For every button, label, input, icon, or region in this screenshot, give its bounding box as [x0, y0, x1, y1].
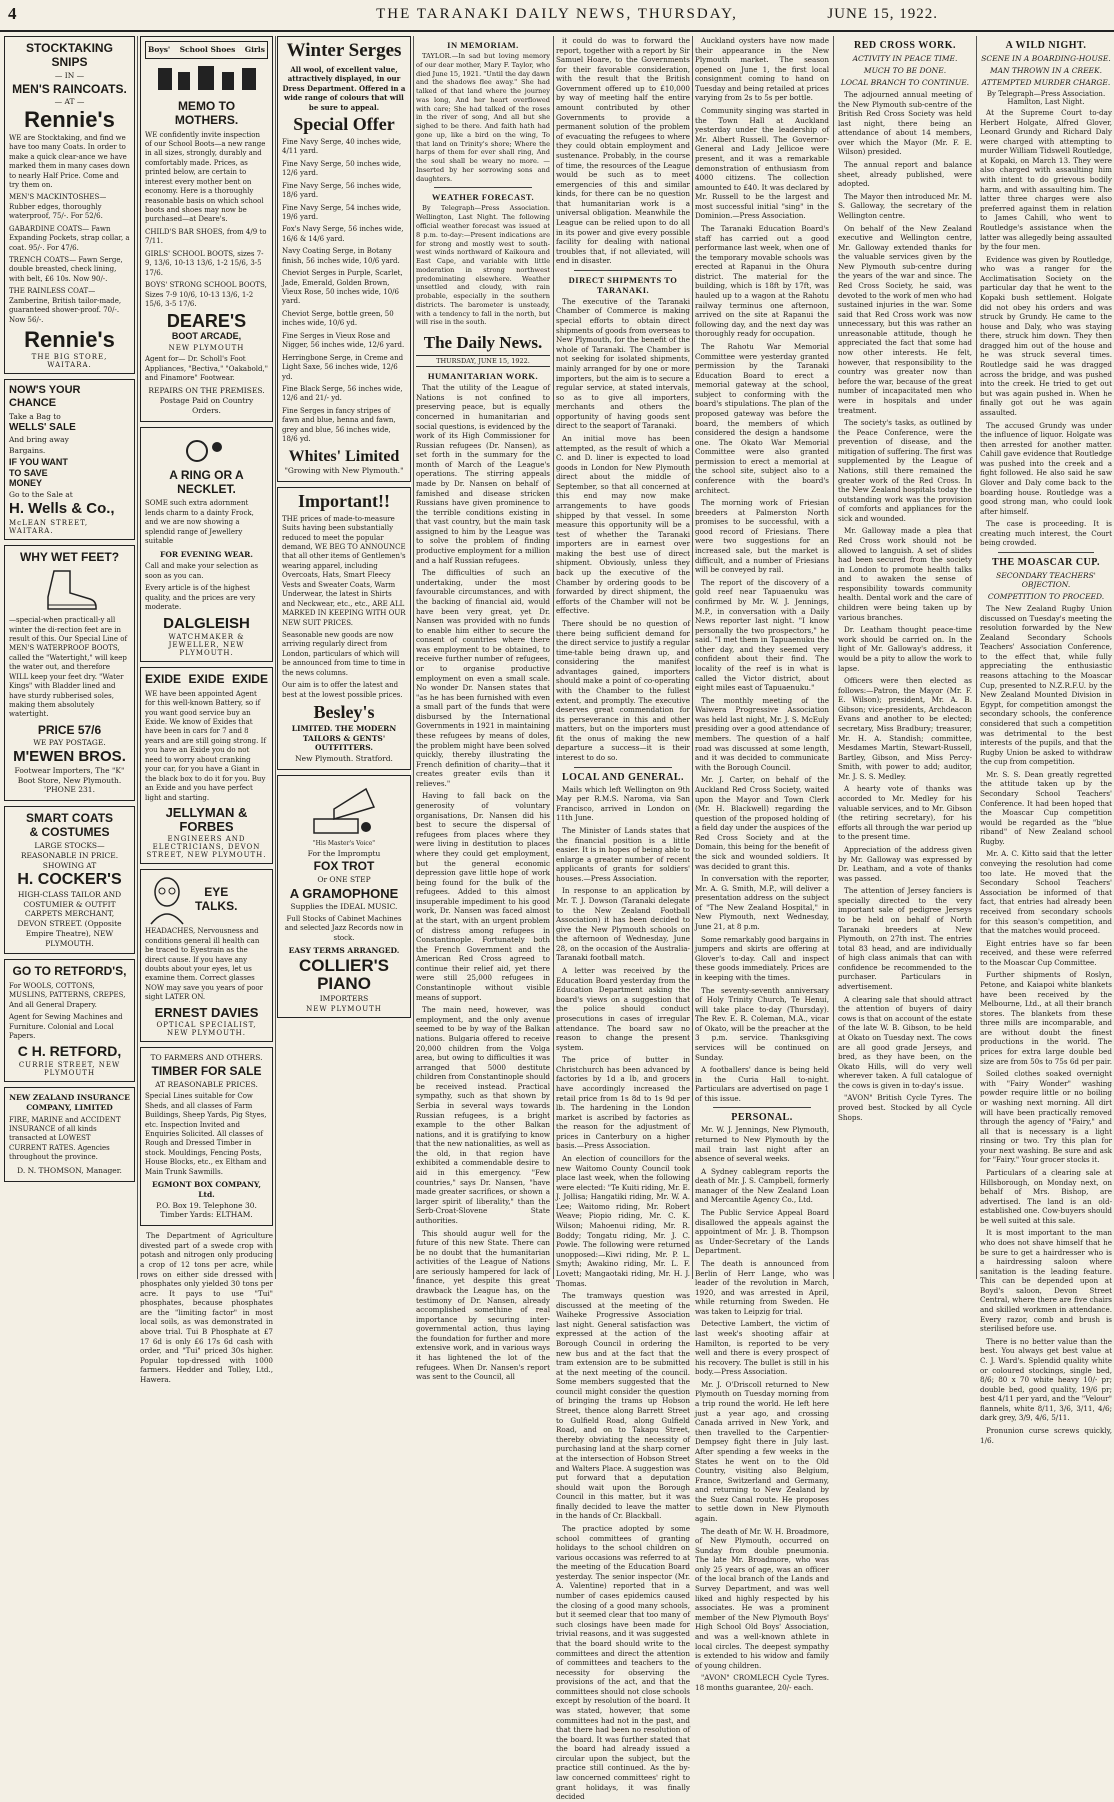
- article-paragraph: Officers were then elected as follows:—Patron, the Mayor (Mr. F. E. Wilson); president, Mr. A. B. Gibson; vice-presidents, Archdeacon Evans and another to be elected; secretary, Miss Bradbury; treasurer, Mr. H. A. Standish; committee, Mesdames Martin, Stewart-Russell, Bartley, Gibson, and Miss Percy-Smith, with power to add; auditor, Mr. J. S. S. Medley.: [838, 676, 972, 781]
- advert-item: GABARDINE COATS— Fawn Expanding Pockets, strap collar, a coat. 95/-. For 47/6.: [9, 224, 130, 252]
- advert-headline: STOCKTAKING SNIPS: [26, 41, 113, 70]
- rennies-advert: [4, 36, 135, 374]
- masthead: [0, 0, 1114, 32]
- article-paragraph: Mr. A. C. Kitto said that the letter conveying the resolution had come too late. He moved that the Secondary School Teachers' Association be informed of that fact, that entries had already been received from secondary schools for this season's competition, and that the matches would proceed.: [980, 849, 1112, 936]
- weather-report: By Telegraph—Press Association. Wellington, Last Night. The following official weather forecast was issued at 8 p.m. to-day:—Present indications are for strong and mostly west to south-west winds northward of Kaikoura and East Cape, and variable with little moderation in strong northwest predominating elsewhere. Weather unsettled and cloudy, with rain probable, especially in the southern districts. The barometer is unsteady, with a tendency to fall in the north, but will rise in the south.: [416, 204, 550, 327]
- article-paragraph: On behalf of the New Zealand executive and Wellington centre, Mr. Galloway extended thanks for the valuable services given by the New Plymouth sub-centre during the years of the war and since. The Red Cross Society, he said, was devoted to the work of men who had sustained injuries in the war. Some said that Red Cross work was now unnecessary, but this was rather an unreasonable attitude, though he appreciated the fact that some had now other interests. He felt, however, that responsibility to the country was greater now than before the war, because of the great number of incapacitated men who were in hospitals and under treatment.: [838, 223, 972, 415]
- advert-brand: DALGLEISH: [163, 614, 250, 632]
- issue-date: JUNE 15, 1922.: [827, 6, 938, 22]
- news-item: The morning work of Friesian breeders at Palmerston North promises to be successful, with a good record of Friesians. There were two suggestions for an increased sale, but the market is difficult, and a number of Friesians will be conveyed by rail.: [695, 498, 829, 575]
- section-heading: IN MEMORIAM.: [447, 40, 519, 50]
- advert-line: TO SAVE: [9, 467, 48, 478]
- news-item: The death is announced from Berlin of Herr Lange, who was leader of the revolution in March, 1920, and was arrested in April, while returning from Sweden. He was taken to Leipzig for trial.: [695, 1258, 829, 1316]
- article-byline: By Telegraph—Press Association. Hamilton, Last Night.: [986, 90, 1106, 106]
- phosphate-notice: The Department of Agriculture divested part of a swede crop with potash and nitrogen only producing a crop of 12 tons per acre, while rows on either side dressed with phosphates only yielded 30 tons per acre. It pays to use "Tui" phosphates, because phosphates are the "limiting factor" in most local soils, as was demonstrated in above trial. Tui B Phosphate at £7 17 6d is only £6 17s 6d cash with order, and "Tui" priced 30s higher. Popular top-dressed with 1000 farmers. Hedder and Tolley, Ltd., Hawera.: [140, 1231, 273, 1384]
- article-paragraph: The Mayor then introduced Mr. M. S. Galloway, the secretary of the Wellington centre.: [838, 191, 972, 220]
- news-item: The Taranaki Education Board's staff has carried out a good performance last week, when one of the temporary movable schools was erected at Rapanui in the Ohura district. The material for the building, which is 18ft by 17ft, was hauled up to a wagon at the Rahotu railway terminus one afternoon, arrived on the site at Rapanui the following day, and the next day was thoroughly ready for occupation.: [695, 223, 829, 339]
- article-paragraph: The main need, however, was employment, and the only avenue seemed to be by way of the Balkan nations. Bulgaria offered to receive 20,000 children from the Volga area, but owing to difficulties it was arranged that 5000 destitute children from Constantinople should be received instead. Practical sympathy, such as that shown by Serbia in several ways towards Russian refugees, is a bright example to the other Balkan nations, and it is gratifying to know that the new nationalities, as well as the old, in that region have exhibited a commendable desire to aid in this emergency. "Few countries," says Dr. Nansen, "have made greater sacrifices, or shown a larger spirit of liberality," than the Serb-Croat-Slovene State authorities.: [416, 1005, 550, 1225]
- advert-item: Fine Navy Serge, 40 inches wide, 4/11 yard.: [282, 137, 402, 156]
- advert-line: TO FARMERS AND OTHERS.: [150, 1053, 263, 1063]
- advert-body: Our aim is to offer the latest and best at the lowest possible prices.: [282, 681, 403, 699]
- news-item: The seventy-seventh anniversary of Holy Trinity Church, Te Henui, will take place to-day (Thursday). The Rev. E. R. Coleman, M.A., vicar of Okato, will be the preacher at the 3 p.m. service. Thanksgiving services will be continued on Sunday.: [695, 985, 829, 1062]
- article-paragraph: An initial move has been attempted, as the result of which a C. and D. liner is expected to load goods in London for New Plymouth direct about the middle of September, so that all concerned at this end may now make arrangements to have goods shipped by that vessel. In some measure this opportunity will be a test of whether the Taranaki importers are in earnest over making the best use of direct shipment. Obviously, unless they back up the executive of the Chamber by ordering goods to be forwarded by direct shipment, the efforts of the Chamber will not be effective.: [556, 433, 690, 616]
- advert-address: Footwear Importers, The "K" Boot Store, New Plymouth. 'PHONE 231.: [14, 765, 125, 795]
- advert-address: ENGINEERS AND ELECTRICIANS, DEVON STREET, NEW PLYMOUTH.: [146, 835, 267, 860]
- advert-body: Every article is of the highest quality, and the prices are very moderate.: [145, 584, 256, 612]
- news-item: Community singing was started in the Town Hall at Auckland yesterday under the leadership of Mr. Albert Russell. The Governor-General and Lady Jellicoe were present, and it was a remarkable demonstration of enthusiasm from 4000 citizens. The collection amounted to £40. It was declared by Mr. Russell to be the largest and most successful initial "sing" in the Dominion.—Press Association.: [695, 106, 829, 221]
- news-item: Detective Lambert, the victim of last week's shooting affair at Hamilton, is reported to be very well and there is every prospect of his recovery. The bullet is still in his body.—Press Association.: [695, 1319, 829, 1377]
- banner-mid: School Shoes: [179, 45, 236, 54]
- article-paragraph: The adjourned annual meeting of the New Plymouth sub-centre of the British Red Cross Society was held last night, there being an attendance of about 14 members, over which the Mayor (Mr. F. E. Wilson) presided.: [838, 90, 972, 157]
- article-paragraph: Having to fall back on the generosity of voluntary organisations, Dr. Nansen did his best to secure the dispersal of refugees from places where they were living in destitution to places where they could get employment, but the general economic depression gave little hope of work being found for the bulk of the refugees. Added to this almost insuperable impediment to his good work, Dr. Nansen was faced almost at the start, with an urgent problem of distress among refugees in Constantinople. Fortunately both the French Government and the American Red Cross agreed to continue their relief aid, yet there were still 25,000 refugees in Constantinople without visible means of support.: [416, 791, 550, 1002]
- column-rule: [413, 36, 414, 1279]
- advert-line: CHANCE: [9, 397, 57, 410]
- article-paragraph: Mr. Galloway made a plea that Red Cross work should not be allowed to languish. A set of slides had been secured from the society in London to promote health talks and to awaken the sense of responsibility towards community health. Dental work and the care of children were being taken up by various branches.: [838, 526, 972, 622]
- divider: [998, 552, 1094, 553]
- column-1: [4, 36, 135, 1279]
- advert-line: For the Impromptu: [307, 848, 381, 858]
- advert-headline: GO TO RETFORD'S,: [12, 964, 127, 979]
- shoes-illustration: [145, 62, 268, 96]
- advert-line: Bargains.: [9, 446, 46, 456]
- section-heading: LOCAL AND GENERAL.: [561, 771, 685, 783]
- news-item: Soiled clothes soaked overnight with "Fairy Wonder" washing powder require little or no boiling or washing next morning. All dirt will have been practically removed through the agency of "Fairy," and all that is necessary is a light rinsing or two. Try this plan for your next washing. Be sure and ask for "Fairy." Your grocer stocks it.: [980, 1069, 1112, 1165]
- advert-item: THE RAINLESS COAT— Zamberine, British tailor-made, guaranteed shower-proof. 70/-. Now 56/-.: [9, 287, 122, 324]
- advert-brand: M'EWEN BROS.: [13, 748, 126, 766]
- advert-footer: REPAIRS ON THE PREMISES. Postage Paid on Country Orders.: [148, 386, 265, 415]
- article-paragraph: The difficulties of such an undertaking, under the most favourable circumstances, and with the backing of financial aid, would have been very great, yet Dr. Nansen was provided with no funds to enable him either to secure the consent of countries where there was employment to be obtained, to receive further number of refugees, or to organise productive employment on even a small scale. No wonder Dr. Nansen states that "as he has been furnished with even a small part of the funds that were disbursed by the International Governments in 1921 in maintaining these refugees by means of doles, the problem might have been solved quickly, thereby illustrating the French definition of charity—that it creates greater evils than it relieves.": [416, 568, 550, 788]
- advert-body: WE are Stocktaking, and find we have too many Coats. In order to make a quick clear-ance we have marked them in many cases down to nearly Half Price. Come and try them on.: [9, 133, 130, 189]
- news-item: The practice adopted by some school committees of granting holidays to the school children on various occasions was referred to at the meeting of the Education Board yesterday. The senior inspector (Mr. A. Valentine) reported that in a number of cases epidemics caused the closing of a good many schools, but it seemed clear that too many of such closings have been made for trivial reasons, and it was suggested that the board should write to the committees and direct the attention of committees and teachers to the necessity for observing the provisions of the act, and that the committees should not close schools except by resolution of the board. It was stated, however, that some committees had not in the past, and that there had been no resolution of the board. It was further stated that the board had already issued a circular upon the subject, but the practice still continued. As the by-law concerned committees' right to grant holidays, it was finally decided: [556, 1523, 690, 1802]
- advert-line: Or ONE STEP: [317, 874, 371, 884]
- column-rule: [137, 36, 138, 1279]
- column-rule: [553, 36, 554, 1279]
- section-heading: PERSONAL.: [731, 1112, 793, 1124]
- article-paragraph: There should be no question of there being sufficient demand for the direct service to justify a regular time-table being drawn up, and considering the manifest advantages gained, importers should make a point of co-operating with the Chamber to the fullest extent, and promptly. The executive deserves great commendation for its perseverance in this and other matters, but on the importers must fit the onus of making the new departure a success—it is their interest to do so.: [556, 618, 690, 763]
- article-subheading: LOCAL BRANCH TO CONTINUE.: [840, 78, 970, 87]
- davies-advert: [140, 869, 273, 1042]
- advert-slogan: "Growing with New Plymouth.": [284, 466, 404, 476]
- editorial-masthead: The Daily News.: [423, 333, 543, 353]
- advert-item: Fine Navy Serge, 50 inches wide, 12/6 yard.: [282, 159, 402, 178]
- news-item: A letter was received by the Education Board yesterday from the Education Department asking the board's views on a suggestion that the police should conduct prosecutions in cases of irregular attendance. The board saw no reason to change the present system.: [556, 966, 690, 1052]
- advert-address: McLEAN STREET, WAITARA.: [9, 518, 89, 535]
- advert-brand: C H. RETFORD,: [17, 1043, 122, 1060]
- advert-headline: Winter Serges: [286, 40, 402, 61]
- divider: [574, 270, 672, 271]
- retford-advert: [4, 959, 135, 1082]
- advert-line: A GRAMOPHONE: [289, 885, 399, 901]
- insurance-advert: [4, 1087, 135, 1181]
- advert-body: Seasonable new goods are now arriving regularly direct from London, particulars of which will be announced from time to time in the news columns.: [282, 630, 406, 677]
- article-paragraph: The accused Grundy was under the influence of liquor. Holgate was then arrested for another matter. Cahill gave evidence that Routledge was pushed into the creek and a fight followed. He also said he saw Glover and Daly come back to the boarding house. Routledge was a good strong man, who could look after himself.: [980, 420, 1112, 516]
- news-item: The attention of Jersey fanciers is specially directed to the very important sale of pedigree Jerseys to be held on behalf of North Taranaki breeders at New Plymouth, on 27th inst. The entries total 83 head, and are individually of high class animals that can with confidence be recommended to the purchaser. Particulars in advertisement.: [838, 886, 972, 992]
- dalgleish-advert: [140, 427, 273, 663]
- advert-brand: DEARE'S: [166, 311, 247, 332]
- column-4: [416, 36, 550, 1382]
- banner-left: Boys': [148, 45, 171, 54]
- news-item: A clearing sale that should attract the attention of buyers of dairy cows is that on account of the estate of the late W. B. Gibson, to be held at Okato on Tuesday next. The cows are all good grade Jerseys, and bred, as they have been, on the Okato Hills, will do very well wherever taken. A full catalogue of the cows is given in to-day's issue.: [838, 994, 972, 1090]
- advert-brand: H. COCKER'S: [17, 871, 122, 889]
- advert-brand: H. Wells & Co.,: [9, 499, 115, 517]
- advert-headline: Important!!: [298, 490, 390, 511]
- article-paragraph: This should augur well for the future of this new State. There can be no doubt that the humanitarian activities of the League of Nations are seriously hampered for lack of finance, yet despite this great drawback the League has, on the testimony of Dr. Nansen, already accomplished somethine of real importance by securing inter-governmental action, thus laying the foundation for further and more extensive work, and in various ways it has lightened the lot of the refugees. When Dr. Nansen's report was sent to the Council, all: [416, 1228, 550, 1382]
- article-paragraph: Eight entries have so far been received, and these were referred to the Moascar Cup Committee.: [980, 938, 1112, 967]
- article-heading: DIRECT SHIPMENTS TO TARANAKI.: [568, 274, 678, 295]
- advert-headline: TALKS.: [195, 899, 238, 914]
- advert-sub: BOOT ARCADE,: [171, 331, 242, 342]
- wells-advert: [4, 379, 135, 540]
- article-heading: RED CROSS WORK.: [853, 40, 957, 51]
- advert-headline: TIMBER FOR SALE: [151, 1064, 262, 1079]
- article-paragraph: The case is proceeding. It is creating much interest, the Court being crowded.: [980, 519, 1112, 548]
- advert-body: THE prices of made-to-measure Suits having been substantially reduced to meet the popular demand, WE BEG TO ANNOUNCE that all other items of Gentlemen's wearing apparel, including Overcoats, Hats, Smart Fleecy Vests and Sweater Coats, Warm Underwear, the latest in Shirts and Neckwear, etc., etc., ARE ALL MARKED IN KEEPING WITH OUR NEW SUIT PRICES.: [282, 514, 406, 627]
- news-item: The Public Service Appeal Board disallowed the appeals against the appointment of Mr. J. B. Thompson as Under-Secretary of the Lands Department.: [695, 1208, 829, 1256]
- article-subheading: ATTEMPTED MURDER CHARGE.: [981, 78, 1111, 87]
- advert-headline: NEW ZEALAND INSURANCE COMPANY, LIMITED: [9, 1093, 130, 1112]
- advert-line: WE PAY POSTAGE.: [33, 738, 106, 748]
- news-item: Mr. W. J. Jennings, New Plymouth, returned to New Plymouth by the mail train last night after an absence of several weeks.: [695, 1125, 829, 1164]
- boot-illustration: [9, 567, 130, 613]
- news-item: Pronunion curse screws quickly, 1/6.: [980, 1426, 1112, 1445]
- advert-item: Fine Serges in Vieux Rose and Nigger, 56 inches wide, 12/6 yard.: [282, 331, 405, 350]
- column-8: [980, 36, 1112, 1445]
- news-item: Particulars of a clearing sale at Hillsborough, on Monday next, on behalf of Mrs. Bishop, are advertised. The land is an old-established one. Cow-buyers should be well suited at this sale.: [980, 1167, 1112, 1225]
- article-subheading: SECONDARY TEACHERS' OBJECTION.: [996, 571, 1096, 590]
- divider: [434, 187, 532, 188]
- advert-body: Agent for Sewing Machines and Furniture. Colonial and Local Papers.: [9, 1013, 123, 1040]
- exide-word: EXIDE: [231, 672, 268, 687]
- advert-brand: EGMONT BOX COMPANY, Ltd.: [152, 1180, 261, 1199]
- advert-line: MONEY: [9, 478, 43, 489]
- news-item: The Minister of Lands states that the financial position is a little easier. It is in hopes of being able to enlarge a greater number of recent applicants of grants for soldiers' houses.—Press Association.: [556, 825, 690, 883]
- advert-address: P.O. Box 19. Telephone 30. Timber Yards: ELTHAM.: [156, 1200, 257, 1220]
- news-item: "AVON" British Cycle Tyres. The proved best. Stocked by all Cycle Shops.: [838, 1093, 972, 1122]
- deare-advert: [140, 36, 273, 422]
- advert-sub: IMPORTERS: [319, 993, 369, 1003]
- section-heading: WEATHER FORECAST.: [431, 192, 535, 203]
- article-paragraph: Evidence was given by Routledge, who was a ranger for the Acclimatisation Society on the particular day that he went to the Kopaki bush settlement. Holgate did not obey his orders and was struck by Grundy. He came to the house and Daly, who was staying there, struck him down. They then dragged him out of the house and he was struck several times. Routledge said he was dragged across the bridge, and was pushed into the creek. He tried to get out but was again pushed in. When he finally got out he was again assaulted.: [980, 254, 1112, 417]
- article-heading: A WILD NIGHT.: [1005, 40, 1087, 51]
- exide-word: EXIDE: [188, 672, 225, 687]
- advert-sub: LIMITED. THE MODERN TAILORS & GENTS' OUTFITTERS.: [291, 723, 397, 753]
- advert-headline: WHY WET FEET?: [19, 549, 120, 564]
- timber-advert: [140, 1047, 273, 1226]
- column-rule: [976, 36, 977, 1279]
- news-item: In response to an application by Mr. T. J. Dowson (Taranaki delegate to the New Zealand Football Association) it has been decided to give the New Plymouth schools on the afternoon of Wednesday, June 28, on the occasion of the Australia-Taranaki football match.: [556, 886, 690, 963]
- article-paragraph: The executive of the Taranaki Chamber of Commerce is making special efforts to obtain direct shipments of goods from overseas to New Plymouth, for the benefit of the whole of Taranaki. The Chamber is not seeking for isolated shipments, mainly arranged for by one or more importers, but the aim is to secure a regular service, at stated intervals, so as to give all importers, merchants and others the opportunity of having goods sent direct to the seaport of Taranaki.: [556, 296, 690, 431]
- news-item: The report of the discovery of a gold reef near Tapuaenuku was confirmed by Mr. W. J. Jennings, M.P., in conversation with a Daily News reporter last night. "I know personally the two prospectors," he said. "I met them in Tapuaenuku the other day, and they seemed very confident about their find. The locality of the reef is in what is called the Victor district, about eight miles east of Tapuaenuku.": [695, 577, 829, 693]
- news-item: In conversation with the reporter, Mr. A. G. Smith, M.P., will deliver a presentation address on the subject of "The New Zealand Hospital," in New Plymouth, next Wednesday, June 21, at 8 p.m.: [695, 874, 829, 932]
- besley-advert: [277, 487, 411, 770]
- advert-item: Fine Navy Serge, 56 inches wide, 18/6 yard.: [282, 181, 402, 200]
- advert-sub: AT REASONABLE PRICES.: [155, 1079, 258, 1089]
- advert-body: Call and make your selection as soon as you can.: [145, 562, 259, 580]
- page-number: 4: [8, 4, 17, 23]
- ring-illustration: [145, 435, 268, 465]
- column-6: [695, 36, 829, 1692]
- newspaper-title: [0, 6, 1114, 23]
- advert-item: Fine Serges in fancy stripes of fawn and blue, henna and fawn, grey and blue, 56 inches wide, 18/6 yd.: [282, 406, 396, 444]
- advert-headline: SMART COATS: [25, 811, 114, 826]
- news-item: An election of councillors for the new Waitomo County Council took place last week, when the following were elected: "Te Kuiti riding, Mr. E. J. Jollisa; Hangatiki riding, Mr. W. A. Lee; Waitomo riding, Mr. Robert Weave; Piopio riding, Mr. C. K. Wilson; Mahoenui riding, Mr. R. Boddy; Tongatu riding, Mr. J. C. Powle. The following were returned unopposed:—Kiwi riding, Mr. P. L. Smyth; Awakino riding, Mr. L. F. Lovett; Mangaotaki riding, Mr. H. J. Thomas.: [556, 1154, 690, 1288]
- advert-address: THE BIG STORE, WAITARA.: [31, 353, 108, 370]
- advert-line: — IN —: [54, 70, 85, 80]
- portrait-illustration: [145, 874, 189, 924]
- column-7: [838, 36, 972, 1279]
- advert-item: Fine Navy Serge, 54 inches wide, 19/6 yard.: [282, 203, 402, 221]
- advert-line: FOX TROT: [313, 859, 375, 874]
- whites-advert: [277, 36, 411, 482]
- article-subheading: SCENE IN A BOARDING-HOUSE.: [981, 54, 1111, 63]
- advert-body: All wool, of excellent value, attractively displayed, in our Dress Department. Offered in a wide range of colours that will be sure to appeal.: [282, 64, 406, 112]
- news-item: Mr. J. Carter, on behalf of the Auckland Red Cross Society, waited upon the Mayor and Town Clerk (Mr. H. Blackwell) regarding the question of the proposed holding of a field day under the auspices of the Red Cross Society and at the Domain, this being for the benefit of the sick and wounded soldiers. It was decided to grant this.: [695, 775, 829, 871]
- advert-address: NEW PLYMOUTH: [306, 1005, 382, 1014]
- article-subheading: MAN THROWN IN A CREEK.: [989, 66, 1103, 75]
- advert-body: FIRE, MARINE and ACCIDENT INSURANCE of all kinds transacted at LOWEST CURRENT RATES. Agencies throughout the province.: [9, 1115, 121, 1162]
- advert-body: Special Lines suitable for Cow Sheds, and all classes of Farm Buildings, Sheep Yards, Pig Styes, etc. Inspection Invited and Enquiries Solicited. All classes of Rough and Dressed Timber in stock. Mouldings, Fencing Posts, House Blocks, etc., ex Eltham and Main Trunk Sawmills.: [145, 1092, 267, 1176]
- news-item: "AVON" CROMLECH Cycle Tyres. 18 months guarantee, 20/- each.: [695, 1673, 829, 1692]
- advert-headline: A RING OR A NECKLET.: [169, 467, 244, 497]
- advert-brand: ERNEST DAVIES: [154, 1004, 259, 1020]
- shoe-banner: [145, 41, 268, 59]
- advert-item: Cheviot Serge, bottle green, 50 inches wide, 10/6 yd.: [282, 309, 394, 328]
- news-item: Some remarkably good bargains in jumpers and skirts are offering at Glover's to-day. Call and inspect these goods immediately. Prices are in keeping with the times.: [695, 934, 829, 982]
- article-heading: THE MOASCAR CUP.: [992, 557, 1100, 569]
- advert-body: Full Stocks of Cabinet Machines and selected Jazz Records now in stock.: [284, 914, 404, 942]
- column-rule: [275, 36, 276, 1279]
- gramophone-illustration: [282, 783, 406, 837]
- advert-line: Supplies the IDEAL MUSIC.: [290, 902, 398, 912]
- advert-address: WATCHMAKER & JEWELLER, NEW PLYMOUTH.: [168, 633, 245, 658]
- advert-item: Cheviot Serges in Purple, Scarlet, Jade, Emerald, Golden Brown, Vieux Rose, 50 inches wide, 10/6 yard.: [282, 269, 403, 306]
- advert-brand: Rennie's: [24, 327, 115, 353]
- advert-address: New Plymouth. Stratford.: [295, 754, 393, 764]
- advert-sub: Special Offer: [293, 114, 395, 135]
- column-rule: [833, 36, 834, 1279]
- article-paragraph: The annual report and balance sheet, already published, were adopted.: [838, 160, 972, 189]
- advert-headline: MEMO TO MOTHERS.: [174, 98, 239, 128]
- article-subheading: ACTIVITY IN PEACE TIME.: [852, 54, 958, 63]
- advert-sub: FOR EVENING WEAR.: [160, 549, 253, 559]
- advert-item: Fox's Navy Serge, 56 inches wide, 16/6 & 14/6 yard.: [282, 225, 404, 243]
- advert-item: CHILD'S BAR SHOES, from 4/9 to 7/11.: [145, 227, 267, 246]
- article-paragraph: it could do was to forward the report, together with a report by Sir Samuel Hoare, to the Governments for their favorable consideration, with the result that the British Government offered up to £10,000 by way of meeting half the entire amount contributed by other Governments to provide a permanent solution of the problem of evacuating the refugees to where they could obtain employment and sustenance. Probably, in the course of time, the resources of the League would be such as to meet emergencies of this and similar kinds, for there can be no question that humanitarian work is a universal obligation. Meanwhile the League can be relied upon to do all in its power and give every possible facility for dealing with national troubles that, if not alleviated, will end in disaster.: [556, 36, 690, 266]
- divider: [713, 1107, 811, 1108]
- advert-line: — AT —: [54, 96, 85, 106]
- collier-advert: [277, 775, 411, 1019]
- news-item: A footballers' dance is being held in the Curia Hall to-night. Particulars are advertised on page 1 of this issue.: [695, 1065, 829, 1103]
- advert-line: EASY TERMS ARRANGED.: [288, 946, 400, 956]
- advert-line: LARGE STOCKS— REASONABLE IN PRICE.: [20, 840, 119, 860]
- advert-item: Navy Coating Serge, in Botany finish, 56 inches wide, 10/6 yard.: [282, 247, 400, 265]
- article-paragraph: A hearty vote of thanks was accorded to Mr. Medley for his valuable services, and to Mr. Gibson (the retiring secretary), for his efforts all through the war period up to the present time.: [838, 784, 972, 842]
- article-paragraph: At the Supreme Court to-day Herbert Holgate, Alfred Glover, Leonard Grundy and Richard Daly were charged with attempting to murder William Tidswell Routledge, at Kopaki, on March 13. They were also charged with assaulting him with intent to do grievous bodily harm, and with assaulting him. The latter three charges were also preferred against them in relation to James Cahill, who went to Routledge's assistance when the latter was allegedly being assaulted by the four men.: [980, 108, 1112, 252]
- advert-price: PRICE 57/6: [37, 722, 102, 737]
- exide-word: EXIDE: [145, 672, 182, 687]
- newspaper-name: THE TARANAKI DAILY NEWS, THURSDAY,: [376, 6, 738, 22]
- advert-item: TRENCH COATS— Fawn Serge, double breasted, check lining, with belt, £6 10s. Now 90/-.: [9, 256, 123, 283]
- news-item: Mr. J. O'Driscoll returned to New Plymouth on Tuesday morning from a trip round the world. He left here just a year ago, and crossing Canada arrived in New York, and then travelled to the Carpentier-Dempsey fight there in July last. After spending a few weeks in the States he went on to the Old Country, visiting also Belgium, France, Switzerland and Germany, and returning to New Zealand by the Suez Canal route. He proposes to settle down in New Plymouth again.: [695, 1379, 829, 1523]
- advert-line: Go to the Sale at: [9, 490, 73, 500]
- article-paragraph: The New Zealand Rugby Union discussed on Tuesday's meeting the resolution forwarded by the New Zealand Secondary Schools Teachers' Association Conference, to the effect that, while fully appreciating the enthusiastic reasons attaching to the Moascar Cup, presented to N.Z.R.F.U. by the New Zealand Mounted Division in Egypt, for competition amongst the secondary schools, the conference considered that such a competition was detrimental to the best interests of the pupils, and that the Rugby Union be asked to withdraw the cup from competition.: [980, 604, 1112, 767]
- article-subheading: MUCH TO BE DONE.: [863, 66, 947, 75]
- news-item: There is no better value than the best. You always get best value at C. J. Ward's. Splendid quality white or coloured stockings, single bed, 8/6; 80 x 70 white heavy 10/- pr; double bed, good quality, 19/6 pr; best 4/11 per yard, and the "Velour" flannels, white 8/11, 3/6, 3/11, 4/6; dark grey, 3/9, 4/6, 5/11.: [980, 1336, 1112, 1423]
- advert-address: CURRIE STREET, NEW PLYMOUTH: [18, 1061, 121, 1078]
- news-item: The monthly meeting of the Waiwera Progressive Association was held last night, Mr. J. S. McEuly presiding over a good attendance of members. The question of a half road was discussed at some length, and it was decided to communicate with the Borough Council.: [695, 695, 829, 772]
- divider: [574, 767, 672, 768]
- advert-body: For WOOLS, COTTONS, MUSLINS, PATTERNS, CREPES, And all General Drapery.: [9, 981, 126, 1009]
- exide-banner: [145, 672, 268, 686]
- article-paragraph: The society's tasks, as outlined by the Peace Conference, were the prevention of disease, and the mitigation of suffering. The first was supplemented by the League of Nations, still there remained the greater work of the Red Cross. In the New Zealand hospitals today the outstanding work was the provision of comforts and appliances for the sick and wounded.: [838, 418, 972, 523]
- advert-address: NEW PLYMOUTH: [168, 344, 245, 353]
- advert-headline: & COSTUMES: [29, 825, 110, 840]
- column-2: [140, 36, 273, 1384]
- article-paragraph: Appreciation of the address given by Mr. Galloway was expressed by Dr. Leatham, and a vote of thanks was passed.: [838, 844, 972, 883]
- advert-body: WE have been appointed Agent for this well-known Battery, so if you want good service buy an Exide. We know of Exides that have been in cars for 7 and 8 years and are still going strong. If you have an Exide you do not need to worry about cranking your car, for you have a Giant in the black box to do it for you. Buy an Exide and you have perfect light and starting.: [145, 689, 266, 802]
- advert-item: MEN'S MACKINTOSHES— Rubber edges, thoroughly waterproof, 75/-. For 52/6.: [9, 193, 107, 221]
- advert-brand: Whites' Limited: [288, 447, 400, 465]
- news-item: A Sydney cablegram reports the death of Mr. J. S. Campbell, formerly manager of the New Zealand Loan and Mercantile Agency Co., Ltd.: [695, 1166, 829, 1205]
- advert-headline: MEN'S RAINCOATS.: [12, 81, 127, 96]
- article-paragraph: Dr. Leatham thought peace-time work should be carried on. In the light of Mr. Galloway's address, it would be a pity to allow the work to lapse.: [838, 625, 972, 673]
- advert-line: SHOWING AT: [42, 861, 97, 871]
- advert-body: HEADACHES, Nervousness and conditions general ill health can be traced to Eyestrain as the direct cause. If you have any doubts about your eyes, let us examine them. Correct glasses NOW may save you years of poor sight LATER ON.: [145, 927, 263, 1002]
- news-item: It is most important to the man who does not shave himself that he be sure to get a hairdresser who is a hairdressing saloon where sanitation is the leading feature. This can be depended upon at Boyd's saloon, Devon Street Central, where there are five chairs and skilled workmen in attendance. Every razor, comb and brush is sterilised before use.: [980, 1228, 1112, 1334]
- advert-address: HIGH-CLASS TAILOR AND COSTUMIER & OUTFIT CARPETS MERCHANT, DEVON STREET. (Opposite Empire Theatre), NEW PLYMOUTH.: [17, 889, 122, 948]
- column-3: [277, 36, 411, 1279]
- banner-right: Girls: [244, 45, 265, 54]
- advert-footer: D. N. THOMSON, Manager.: [17, 1165, 122, 1175]
- news-item: Further shipments of Roslyn, Petone, and Kaiapoi white blankets have been received by the Melbourne, Ltd., at all their branch stores. The blankets from these three mills are incomparable, and are without doubt the finest productions in the world. The prices for extra large double bed size are from 50s to 75s 6d per pair.: [980, 970, 1112, 1066]
- advert-body: WE confidently invite inspection of our School Boots—a new range in all sizes, strongly, durably and comfortably made. Prices, as printed below, are certain to interest every mother bent on economy. Here is a thoroughly reasonable basis on which school boots and shoes may now be purchased—at Deare's.: [145, 130, 266, 224]
- advert-item: Herringbone Serge, in Creme and Light Saxe, 56 inches wide, 12/6 yd.: [282, 353, 404, 381]
- news-item: The death of Mr. W. H. Broadmore, of New Plymouth, occurred on Sunday from double pneumonia. The late Mr. Broadmore, who was only 25 years of age, was an officer of the local branch of the Lands and Survey Department, and was well liked and highly respected by his associates. He was a prominent member of the New Plymouth Boys' High School Old Boys' Association, and was a well-known athlete in local circles. The deepest sympathy is extended to his widow and family of young children.: [695, 1526, 829, 1670]
- advert-body: Agent for— Dr. Scholl's Foot Appliances, "Bectiva," "Oakabold," and Finamore" Footwear.: [145, 355, 268, 382]
- advert-line: And bring away: [9, 435, 69, 445]
- advert-brand: COLLIER'S PIANO: [299, 955, 389, 993]
- advert-line: Take a Bag to: [9, 411, 61, 421]
- editorial-dateline: THURSDAY, JUNE 15, 1922.: [416, 355, 550, 367]
- advert-line: NOW'S YOUR: [9, 384, 81, 397]
- advert-line: IF YOU WANT: [9, 456, 68, 467]
- advert-item: BOYS' STRONG SCHOOL BOOTS, Sizes 7-9 10/6, 10-13 13/6, 1-2 15/6, 3-5 17/6.: [145, 281, 267, 308]
- news-item: The tramways question was discussed at the meeting of the Waiheke Progressive Association last night. General satisfaction was expressed at the action of the Borough Council in ordering the new bus and at the fact that the tram extension are to be submitted at the next meeting of the council. Some members suggested that the council might consider the question of bringing the trams up Hobson Street, thence along Barrett Street to Gulfield Road, along Gulfield Road, and on to Takapu Street, thereby obviating the necessity of purchasing land at the sharp corner at the intersection of Hobson Street and Walters Place. A suggestion was put forward that a deputation should wait upon the Borough Council in this matter, but it was finally decided to leave the matter in the hands of Cr. Blackball.: [556, 1291, 690, 1521]
- advert-address: OPTICAL SPECIALIST, NEW PLYMOUTH.: [156, 1021, 257, 1038]
- advert-body: —special-when practicall-y all winter the di-rection feet are in result of this. Our Special Line of MEN'S WATERPROOF BOOTS, called the "Watertight," will keep the water out, and therefore WILL keep your feet dry. "Water Kings" with Bladder lined and have sturdy rubberised soles, making them absolutely watertight.: [9, 616, 128, 719]
- news-item: The price of butter in Christchurch has been advanced by factories by 1d a lb, and grocers have accordingly increased the retail price from 1s 8d to 1s 9d per lb. The hardening in the London market is ascribed by factories as the reason for the adjustment of prices in Canterbury on a higher basis.—Press Association.: [556, 1055, 690, 1151]
- news-item: The Rahotu War Memorial Committee were yesterday granted permission by the Taranaki Education Board to erect a memorial gateway at the school, subject to conforming with the board's stipulations. The plan of the proposed gateway was before the board, the members of which considered the design a handsome one. The Okato War Memorial Committee were also granted permission to erect a memorial at the school site, subject also to a conference with the board's architect.: [695, 341, 829, 495]
- exide-advert: [140, 667, 273, 864]
- column-5: [556, 36, 690, 1802]
- advert-brand: Rennie's: [24, 106, 115, 132]
- article-paragraph: Mr. S. S. Dean greatly regretted the attitude taken up by the Secondary School Teachers' Conference. It had been hoped that the Moascar Cup competition would be regarded as the "blue riband" of New Zealand school Rugby.: [980, 769, 1112, 846]
- article-subheading: COMPETITION TO PROCEED.: [987, 592, 1105, 602]
- advert-item: Fine Black Serge, 56 inches wide, 12/6 and 21/- yd.: [282, 384, 403, 403]
- advert-item: GIRLS' SCHOOL BOOTS, sizes 7-9, 13/6, 10-13 13/6, 1-2 15/6, 3-5 17/6.: [145, 249, 264, 277]
- advert-caption: "His Master's Voice": [312, 839, 376, 847]
- article-paragraph: That the utility of the League of Nations is not confined to preserving peace, but is equally concerned in humanitarian and social questions, is evidenced by the work of its High Commissioner for Russian refugees (Dr. Nansen), as set forth in the summary for the month of March of the League's operations. The stirring appeals made by Dr. Nansen on behalf of famished and disease stricken Russians have given prominence to the terrible conditions existing in that vast country, but the main task assigned to him by the League was to solve the problem of finding productive employment for a million and a half Russian refugees.: [416, 383, 550, 565]
- column-rule: [692, 36, 693, 1279]
- advert-brand: Besley's: [313, 702, 375, 723]
- cocker-advert: [4, 806, 135, 954]
- advert-headline: EYE: [204, 884, 229, 899]
- memoriam-notice: TAYLOR.—In sad but loving memory of our dear mother, Mary F. Taylor, who died June 15, 1921. "Until the day dawn and the shadows flee away." She had talked of that land where the journey was long, And her heart overflowed with care; She had talked of the roses in the river of song, And all but she sighed to be there. And faith hath had gone up, like a bird on the wing, To that land on Trinity's shore; Where the harps of them for ever shall ring, And the soul shall be weary no more. —Inserted by her sorrowing sons and daughters.: [416, 52, 550, 183]
- advert-brand: JELLYMAN & FORBES: [165, 804, 248, 834]
- article-heading: HUMANITARIAN WORK.: [427, 371, 539, 382]
- news-item: Mails which left Wellington on 9th May per R.M.S. Naroma, via San Francisco, arrived in London on 11th June.: [556, 784, 690, 823]
- mewen-advert: [4, 545, 135, 801]
- advert-body: SOME such extra adornment lends charm to a dainty Frock, and we are now showing a splendid range of Jewellery suitable: [145, 499, 254, 546]
- advert-line: WELLS' SALE: [9, 422, 76, 434]
- news-item: Auckland oysters have now made their appearance in the New Plymouth market. The season opened on June 1, the first local consignment coming to hand on Tuesday and being retailed at prices varying from 2s to 5s per bottle.: [695, 36, 829, 103]
